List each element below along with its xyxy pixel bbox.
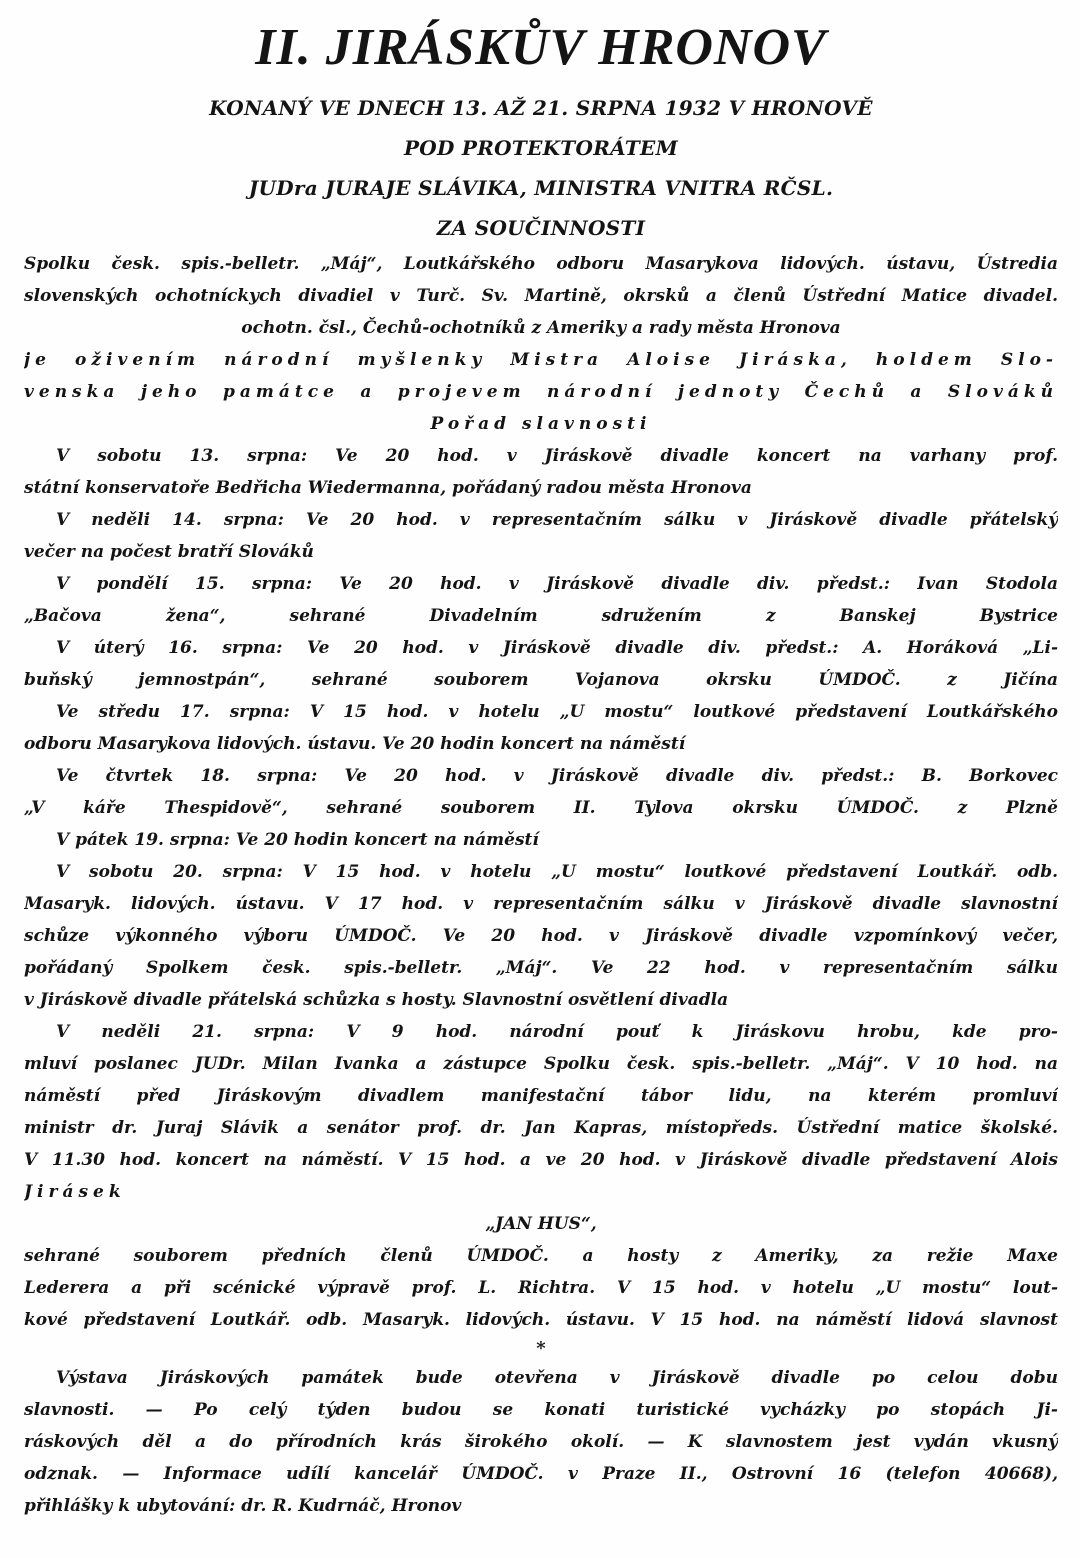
program-line: V sobotu 20. srpna: V 15 hod. v hotelu „U mostu“ loutkové představení Loutkář. odb.	[56, 862, 1058, 882]
closing-line: přihlášky k ubytování: dr. R. Kudrnáč, Hronov	[24, 1496, 462, 1516]
play-title: „JAN HUS“,	[485, 1214, 597, 1234]
separator-asterisk: *	[536, 1338, 546, 1359]
cooperation-line: slovenských ochotníckych divadiel v Turč. Sv. Martině, okrsků a členů Ústřední Matice divadel.	[24, 286, 1058, 306]
cooperation-line: ochotn. čsl., Čechů-ochotníků z Ameriky a rady města Hronova	[241, 318, 841, 338]
program-line: V pátek 19. srpna: Ve 20 hodin koncert na náměstí	[56, 830, 539, 850]
program-line: pořádaný Spolkem česk. spis.-belletr. „Máj“. Ve 22 hod. v representačním sálku	[24, 958, 1058, 978]
program-line: „V káře Thespidově“, sehrané souborem II. Tylova okrsku ÚMDOČ. z Plzně	[24, 798, 1058, 818]
header-dates: KONANÝ VE DNECH 13. AŽ 21. SRPNA 1932 V HRONOVĚ	[209, 96, 873, 120]
program-line: v Jiráskově divadle přátelská schůzka s hosty. Slavnostní osvětlení divadla	[24, 990, 729, 1010]
program-line: schůze výkonného výboru ÚMDOČ. Ve 20 hod. v Jiráskově divadle vzpomínkový večer,	[24, 926, 1058, 946]
purpose-paragraph	[24, 344, 1058, 408]
purpose-line: venska jeho památce a projevem národní jednoty Čechů a Slováků	[24, 382, 1058, 402]
program-line: ministr dr. Juraj Slávik a senátor prof. dr. Jan Kapras, místopředs. Ústřední matice školské.	[24, 1118, 1058, 1138]
program-day-sunday-21	[24, 1016, 1058, 1208]
closing-paragraph	[24, 1362, 1058, 1522]
program-line: buňský jemnostpán“, sehrané souborem Vojanova okrsku ÚMDOČ. z Jičína	[24, 670, 1058, 690]
header-protectorate: POD PROTEKTORÁTEM	[403, 136, 679, 160]
poster-body	[24, 248, 1058, 1522]
program-line: V 11.30 hod. koncert na náměstí. V 15 hod. a ve 20 hod. v Jiráskově divadle představení Alois	[24, 1150, 1058, 1170]
program-line: Ve středu 17. srpna: V 15 hod. v hotelu „U mostu“ loutkové představení Loutkářského	[56, 702, 1058, 722]
purpose-line: je oživením národní myšlenky Mistra Aloise Jiráska, holdem Slo-	[24, 350, 1058, 370]
program-heading: Pořad slavnosti	[430, 414, 652, 434]
play-line: kové představení Loutkář. odb. Masaryk. lidových. ústavu. V 15 hod. na náměstí lidová slavnost	[24, 1310, 1058, 1330]
program-line: V úterý 16. srpna: Ve 20 hod. v Jiráskově divadle div. předst.: A. Horáková „Li-	[56, 638, 1058, 658]
play-line: sehrané souborem předních členů ÚMDOČ. a hosty z Ameriky, za režie Maxe	[24, 1246, 1058, 1266]
program-day-thursday-18	[24, 760, 1058, 824]
closing-line: ráskových děl a do přírodních krás širokého okolí. — K slavnostem jest vydán vkusný	[24, 1432, 1058, 1452]
program-line: Masaryk. lidových. ústavu. V 17 hod. v representačním sálku v Jiráskově divadle slavnostní	[24, 894, 1058, 914]
program-line: V neděli 21. srpna: V 9 hod. národní pouť k Jiráskovu hrobu, kde pro-	[56, 1022, 1058, 1042]
closing-line: odznak. — Informace udílí kancelář ÚMDOČ. v Praze II., Ostrovní 16 (telefon 40668),	[24, 1464, 1058, 1484]
program-day-saturday-20	[24, 856, 1058, 1016]
program-day-monday-15	[24, 568, 1058, 632]
program-day-tuesday-16	[24, 632, 1058, 696]
program-line: V pondělí 15. srpna: Ve 20 hod. v Jiráskově divadle div. předst.: Ivan Stodola	[56, 574, 1058, 594]
closing-line: Výstava Jiráskových památek bude otevřena v Jiráskově divadle po celou dobu	[56, 1368, 1058, 1388]
program-day-sunday-14	[24, 504, 1058, 568]
program-line: Ve čtvrtek 18. srpna: Ve 20 hod. v Jiráskově divadle div. předst.: B. Borkovec	[56, 766, 1058, 786]
program-day-friday-19	[24, 824, 1058, 856]
cooperation-line: Spolku česk. spis.-belletr. „Máj“, Loutkářského odboru Masarykova lidových. ústavu, Ústredia	[24, 254, 1058, 274]
program-line: náměstí před Jiráskovým divadlem manifestační tábor lidu, na kterém promluví	[24, 1086, 1058, 1106]
program-line: „Bačova žena“, sehrané Divadelním sdružením z Banskej Bystrice	[24, 606, 1058, 626]
program-day-saturday-13	[24, 440, 1058, 504]
program-day-wednesday-17	[24, 696, 1058, 760]
header-patron: JUDra JURAJE SLÁVIKA, MINISTRA VNITRA RČSL.	[248, 176, 834, 200]
cooperation-paragraph	[24, 248, 1058, 344]
program-line: večer na počest bratří Slováků	[24, 542, 314, 562]
header-cooperation: ZA SOUČINNOSTI	[436, 216, 646, 240]
poster-title: II. JIRÁSKŮV HRONOV	[255, 19, 827, 76]
play-line: Lederera a při scénické výpravě prof. L. Richtra. V 15 hod. v hotelu „U mostu“ lout-	[24, 1278, 1058, 1298]
play-paragraph	[24, 1240, 1058, 1336]
program-line: V sobotu 13. srpna: Ve 20 hod. v Jiráskově divadle koncert na varhany prof.	[56, 446, 1058, 466]
program-line: odboru Masarykova lidových. ústavu. Ve 20 hodin koncert na náměstí	[24, 734, 686, 754]
program-line: V neděli 14. srpna: Ve 20 hod. v representačním sálku v Jiráskově divadle přátelský	[56, 510, 1058, 530]
program-line: státní konservatoře Bedřicha Wiedermanna, pořádaný radou města Hronova	[24, 478, 752, 498]
program-line: Jirásek	[24, 1182, 126, 1202]
closing-line: slavnosti. — Po celý týden budou se konati turistické vycházky po stopách Ji-	[24, 1400, 1058, 1420]
program-line: mluví poslanec JUDr. Milan Ivanka a zástupce Spolku česk. spis.-belletr. „Máj“. V 10 hod. na	[24, 1054, 1058, 1074]
